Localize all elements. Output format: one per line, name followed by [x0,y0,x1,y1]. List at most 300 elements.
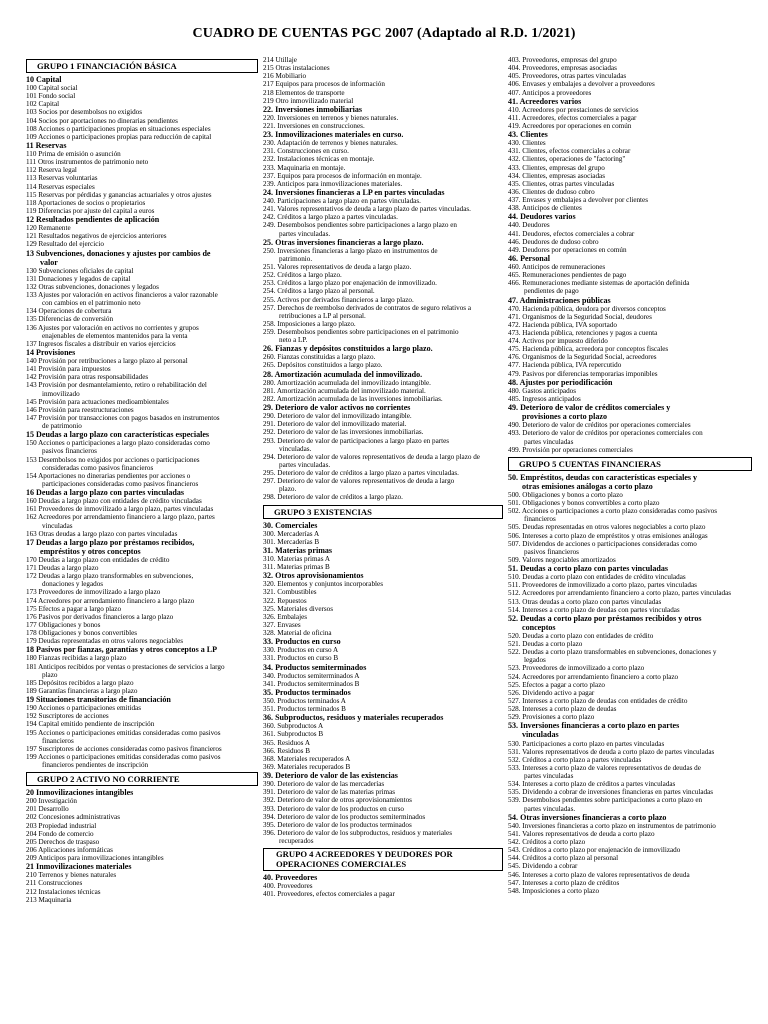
subgroup-heading: 15 Deudas a largo plazo con características especiales [26,430,210,440]
subgroup-heading: 21 Inmovilizaciones materiales [26,862,132,872]
subgroup-heading: provisiones a corto plazo [522,412,608,422]
account-line: 177 Obligaciones y bonos [26,620,101,629]
account-line: 405. Proveedores, otras partes vinculadas [508,72,627,81]
account-line: 143 Provisión por desmantelamiento, retiro o rehabilitación del [26,381,207,390]
account-line: 213 Maquinaria [26,895,72,904]
account-line: donaciones y legados [42,580,104,589]
account-line: 204 Fondo de comercio [26,829,94,838]
account-line: 219 Otro inmovilizado material [263,96,354,105]
subgroup-heading: 20 Inmovilizaciones intangibles [26,788,134,798]
subgroup-heading: 26. Fianzas y depósitos constituidos a largo plazo. [263,344,433,354]
group-header: GRUPO 4 ACREEDORES Y DEUDORES POR OPERACIONES COMERCIALES [263,848,503,871]
account-line: 510. Deudas a corto plazo con entidades de crédito vinculadas [508,573,686,582]
account-line: 171 Deudas a largo plazo [26,564,99,573]
subgroup-heading: 34. Productos semiterminados [263,662,367,672]
subgroup-heading: 16 Deudas a largo plazo con partes vinculadas [26,488,185,498]
subgroup-heading: 52. Deudas a corto plazo por préstamos recibidos y otros [508,613,702,623]
account-line: 446. Deudores de dudoso cobro [508,237,599,246]
subgroup-heading: 49. Deterioro de valor de créditos comerciales y [508,403,671,413]
account-line: 113 Reservas voluntarias [26,174,98,183]
account-line: 533. Intereses a corto plazo de valores representativos de deudas de [508,763,701,772]
account-line: 500. Obligaciones y bonos a corto plazo [508,490,623,499]
account-line: 543. Créditos a corto plazo por enajenación de inmovilizado [508,846,681,855]
account-line: 480. Gastos anticipados [508,386,577,395]
account-line: 203 Propiedad industrial [26,821,97,830]
group-header: GRUPO 1 FINANCIACIÓN BÁSICA [26,59,258,73]
account-line: 400. Proveedores [263,882,313,891]
account-line: 147 Provisión por transacciones con pagos basados en instrumentos [26,413,220,422]
account-line: 472. Hacienda pública, IVA soportado [508,320,617,329]
account-line: 205 Derechos de traspaso [26,837,100,846]
account-line: 474. Activos por impuesto diferido [508,337,608,346]
account-line: 241. Valores representativos de deuda a largo plazo de partes vinculadas. [263,205,471,214]
account-line: 548. Imposiciones a corto plazo [508,886,600,895]
account-line: 433. Clientes, empresas del grupo [508,163,605,172]
account-line: 199 Acciones o participaciones emitidas consideradas como pasivos [26,752,221,761]
subgroup-heading: 31. Materias primas [263,545,333,555]
account-line: 170 Deudas a largo plazo con entidades de crédito [26,555,170,564]
account-line: 520. Deudas a corto plazo con entidades de crédito [508,631,654,640]
account-line: legados [524,656,546,665]
subgroup-heading: 41. Acreedores varios [508,96,582,106]
account-line: 395. Deterioro de valor de los productos terminados [263,820,412,829]
account-line: 258. Imposiciones a largo plazo. [263,319,356,328]
column-middle [263,56,503,1020]
account-line: 119 Diferencias por ajuste del capital a euros [26,206,155,215]
account-line: 103 Socios por desembolsos no exigidos [26,108,143,117]
account-line: financieros pendientes de inscripción [42,761,149,769]
account-line: 361. Subproductos B [263,730,324,739]
subgroup-heading: 12 Resultados pendientes de aplicación [26,215,160,225]
account-line: 172 Deudas a largo plazo transformables en subvenciones, [26,572,194,581]
account-line: partes vinculadas [524,772,574,781]
account-line: 175 Efectos a pagar a largo plazo [26,604,122,613]
account-line: 242. Créditos a largo plazo a partes vinculadas. [263,213,398,222]
subgroup-heading: 29. Deterioro de valor activos no corrientes [263,403,411,413]
account-line: 440. Deudores [508,221,550,230]
account-line: 250. Inversiones financieras a largo plazo en instrumentos de [263,246,438,255]
subgroup-heading: 17 Deudas a largo plazo por préstamos recibidos, [26,537,195,547]
account-line: 393. Deterioro de valor de los productos en curso [263,804,404,813]
subgroup-heading: conceptos [522,622,556,632]
account-line: 477. Hacienda pública, IVA repercutido [508,361,622,370]
account-line: 237. Equipos para procesos de información en montaje. [263,171,422,180]
account-line: 185 Depósitos recibidos a largo plazo [26,678,134,687]
account-line: 341. Productos semiterminados B [263,679,360,688]
account-line: 142 Provisión para otras responsabilidades [26,373,149,382]
account-line: 513. Otras deudas a corto plazo con partes vinculadas [508,597,662,606]
subgroup-heading: 24. Inversiones financieras a LP en partes vinculadas [263,187,445,197]
subgroup-heading: 11 Reservas [26,140,67,150]
account-line: 133 Ajustes por valoración en activos financieros a valor razonable [26,291,218,300]
account-line: 230. Adaptación de terrenos y bienes naturales. [263,139,398,148]
account-line: 535. Dividendo a cobrar de inversiones financieras en partes vinculadas [508,788,714,797]
account-line: 214 Utillaje [263,56,297,64]
subgroup-heading: 43. Clientes [508,130,548,140]
account-line: 161 Proveedores de inmovilizado a largo plazo, partes vinculadas [26,505,214,514]
subgroup-heading: 33. Productos en curso [263,637,341,647]
subgroup-heading: 36. Subproductos, residuos y materiales recuperados [263,713,444,723]
account-line: 218 Elementos de transporte [263,88,345,97]
subgroup-heading: 48. Ajustes por periodificación [508,377,613,387]
account-line: 134 Operaciones de cobertura [26,307,112,316]
group-header: GRUPO 5 CUENTAS FINANCIERAS [508,457,752,471]
account-line: 178 Obligaciones y bonos convertibles [26,629,138,638]
subgroup-heading: 23. Inmovilizaciones materiales en curso. [263,130,404,140]
subgroup-heading: 25. Otras inversiones financieras a largo plazo. [263,237,424,247]
account-line: 310. Materias primas A [263,554,331,563]
account-line: 141 Provisión para impuestos [26,365,111,374]
account-line: 162 Acreedores por arrendamiento financiero a largo plazo, partes [26,513,215,522]
subgroup-heading: 13 Subvenciones, donaciones y ajustes por cambios de [26,248,211,258]
account-line: 104 Socios por aportaciones no dinerarias pendientes [26,116,178,125]
account-line: 114 Reservas especiales [26,182,95,191]
account-line: 434. Clientes, empresas asociadas [508,171,605,180]
account-line: 216 Mobiliario [263,72,307,81]
account-line: 257. Derechos de reembolso derivados de contratos de seguro relativos a [263,303,472,312]
account-line: 547. Intereses a corto plazo de créditos [508,878,620,887]
account-line: 449. Deudores por operaciones en común [508,245,627,254]
account-line: pasivos financieros [524,547,579,556]
account-line: 430. Clientes [508,139,546,148]
account-line: 118 Aportaciones de socios o propietarios [26,198,146,207]
subgroup-heading: 10 Capital [26,75,62,84]
account-line: 150 Acciones o participaciones a largo plazo consideradas como [26,439,210,448]
account-line: 540. Inversiones financieras a corto plazo en instrumentos de patrimonio [508,821,716,830]
account-line: 322. Repuestos [263,596,307,605]
account-line: 252. Créditos a largo plazo. [263,271,342,280]
account-line: enajenables de elementos mantenidos para la venta [42,331,188,340]
subgroup-heading: 53. Inversiones financieras a corto plazo en partes [508,721,680,731]
account-line: 112 Reserva legal [26,166,77,175]
account-line: 280. Amortización acumulada del inmovilizado intangible. [263,378,431,387]
account-line: 153 Desembolsos no exigidos por acciones o participaciones [26,455,200,464]
subgroup-heading: 19 Situaciones transitorias de financiación [26,695,171,705]
subgroup-heading: 54. Otras inversiones financieras a corto plazo [508,812,667,822]
account-line: 163 Otras deudas a largo plazo con partes vinculadas [26,529,178,538]
account-line: neto a LP. [279,336,308,345]
account-line: 233. Maquinaria en montaje. [263,163,346,172]
account-line: 135 Diferencias de conversión [26,315,114,324]
group-header: GRUPO 3 EXISTENCIAS [263,505,503,519]
account-line: 101 Fondo social [26,92,76,101]
account-line: 239. Anticipos para inmovilizaciones materiales. [263,179,403,188]
account-line: 145 Provisión para actuaciones medioambientales [26,397,169,406]
account-line: plazo [42,670,58,679]
account-line: 473. Hacienda pública, retenciones y pagos a cuenta [508,328,658,337]
account-line: 290. Deterioro de valor del inmovilizado intangible. [263,412,412,421]
account-line: 281. Amortización acumulada del inmovilizado material. [263,386,426,395]
account-line: 160 Deudas a largo plazo con entidades de crédito vinculadas [26,497,202,506]
account-line: 130 Subvenciones oficiales de capital [26,266,134,275]
account-line: 530. Participaciones a corto plazo en partes vinculadas [508,739,665,748]
account-line: 194 Capital emitido pendiente de inscripción [26,720,155,729]
account-line: 115 Reservas por pérdidas y ganancias actuariales y otros ajustes [26,190,212,199]
account-line: 202 Concesiones administrativas [26,813,121,822]
account-line: 109 Acciones o participaciones propias para reducción de capital [26,132,212,141]
account-line: 102 Capital [26,100,60,109]
account-line: 330. Productos en curso A [263,646,339,655]
account-line: 221. Inversiones en construcciones. [263,121,365,130]
account-line: 131 Donaciones y legados de capital [26,274,131,283]
account-line: con cambios en el patrimonio neto [42,299,141,308]
account-line: 466. Remuneraciones mediante sistemas de aportación definida [508,279,690,288]
account-line: 132 Otras subvenciones, donaciones y legados [26,282,159,291]
account-line: vinculadas [42,521,73,530]
account-line: partes vinculadas [524,437,574,446]
account-line: 240. Participaciones a largo plazo en partes vinculadas. [263,197,421,206]
column-left [26,56,258,1020]
account-line: 396. Deterioro de valor de los subproductos, residuos y materiales [263,828,452,837]
account-line: pasivos financieros [42,447,97,456]
account-line: 539. Desembolsos pendientes sobre participaciones a corto plazo en [508,796,703,805]
account-line: retribuciones a LP al personal. [279,311,366,320]
account-line: 255. Activos por derivados financieros a largo plazo. [263,295,414,304]
account-line: 505. Deudas representadas en otros valores negociables a corto plazo [508,523,706,532]
account-line: 404. Proveedores, empresas asociadas [508,64,617,73]
account-line: 470. Hacienda pública, deudora por diversos conceptos [508,304,666,313]
account-line: 476. Organismos de la Seguridad Social, acreedores [508,353,657,362]
account-line: 111 Otros instrumentos de patrimonio neto [26,158,149,167]
account-line: 200 Investigación [26,797,77,806]
account-line: 529. Provisiones a corto plazo [508,713,595,722]
account-line: 260. Fianzas constituidas a largo plazo. [263,353,376,362]
account-line: 432. Clientes, operaciones de "factoring" [508,155,626,164]
account-line: 321. Combustibles [263,588,317,597]
account-line: 499. Provisión por operaciones comerciales [508,445,633,454]
subgroup-heading: 51. Deudas a corto plazo con partes vinculadas [508,564,669,574]
account-line: 179 Deudas representadas en otros valores negociables [26,637,184,646]
account-line: 195 Acciones o participaciones emitidas consideradas como pasivos [26,728,221,737]
account-line: 201 Desarrollo [26,805,69,814]
account-line: 369. Materiales recuperados B [263,762,351,771]
account-line: 265. Depósitos constituidos a largo plazo. [263,361,383,370]
account-line: 360. Subproductos A [263,722,324,731]
account-line: 121 Resultados negativos de ejercicios anteriores [26,232,167,241]
subgroup-heading: 47. Administraciones públicas [508,295,611,305]
account-line: plazo. [279,485,297,494]
account-line: recuperados [279,837,314,846]
account-line: 146 Provisión para reestructuraciones [26,405,134,414]
account-line: 232. Instalaciones técnicas en montaje. [263,155,375,164]
account-line: 479. Pasivos por diferencias temporarias imponibles [508,369,658,378]
subgroup-heading: 30. Comerciales [263,520,318,530]
subgroup-heading: 44. Deudores varios [508,212,576,222]
account-line: 366. Residuos B [263,746,311,755]
account-line: 294. Deterioro de valor de valores representativos de deuda a largo plazo de [263,452,480,461]
account-line: 471. Organismos de la Seguridad Social, deudores [508,312,652,321]
account-line: 368. Materiales recuperados A [263,754,351,763]
subgroup-heading: 46. Personal [508,253,551,263]
account-line: 507. Dividendos de acciones o participaciones consideradas como [508,539,697,548]
account-line: 189 Garantías financieras a largo plazo [26,686,138,695]
account-line: pendientes de pago [524,287,579,296]
account-line: 350. Productos terminados A [263,696,346,705]
account-line: 522. Deudas a corto plazo transformables en subvenciones, donaciones y [508,648,717,657]
account-line: 136 Ajustes por valoración en activos no corrientes y grupos [26,323,199,332]
account-line: 506. Intereses a corto plazo de empréstitos y otras emisiones análogas [508,531,708,540]
account-line: 523. Proveedores de inmovilizado a corto plazo [508,664,645,673]
account-line: 532. Créditos a corto plazo a partes vinculadas [508,755,642,764]
account-line: 525. Efectos a pagar a corto plazo [508,680,605,689]
group-header: GRUPO 2 ACTIVO NO CORRIENTE [26,772,258,786]
account-line: 190 Acciones o participaciones emitidas [26,704,142,713]
account-line: financieros [42,736,74,745]
account-line: de patrimonio [42,422,82,431]
account-line: 512. Acreedores por arrendamiento financiero a corto plazo, partes vinculadas [508,589,732,598]
account-line: 502. Acciones o participaciones a corto plazo consideradas como pasivos [508,507,717,516]
account-line: 176 Pasivos por derivados financieros a largo plazo [26,612,174,621]
account-line: 100 Capital social [26,84,78,93]
account-line: 154 Aportaciones no dinerarias pendientes por acciones o [26,471,191,480]
account-line: 210 Terrenos y bienes naturales [26,871,117,880]
account-line: 220. Inversiones en terrenos y bienes naturales. [263,113,399,122]
account-line: partes vinculadas. [524,804,576,813]
account-line: 475. Hacienda pública, acreedora por conceptos fiscales [508,345,669,354]
account-line: 174 Acreedores por arrendamiento financiero a largo plazo [26,596,195,605]
account-line: 292. Deterioro de valor de las inversiones inmobiliarias. [263,428,424,437]
account-line: 485. Ingresos anticipados [508,394,581,403]
account-line: 326. Embalajes [263,612,308,621]
account-line: 173 Proveedores de inmovilizado a largo plazo [26,588,161,597]
account-line: 521. Deudas a corto plazo [508,640,583,649]
account-line: 331. Productos en curso B [263,654,339,663]
account-line: 325. Materiales diversos [263,604,334,613]
account-line: 300. Mercaderías A [263,529,320,538]
account-line: 391. Deterioro de valor de las materias primas [263,788,396,797]
account-line: 531. Valores representativos de deuda a corto plazo de partes vinculadas [508,747,715,756]
account-line: 192 Suscriptores de acciones [26,712,109,721]
account-line: 419. Acreedores por operaciones en común [508,121,632,130]
account-line: 295. Deterioro de valor de créditos a largo plazo a partes vinculadas. [263,469,459,478]
account-line: 249. Desembolsos pendientes sobre participaciones a largo plazo en [263,221,457,230]
account-line: 320. Elementos y conjuntos incorporables [263,580,383,589]
account-line: 493. Deterioro de valor de créditos por operaciones comerciales con [508,429,703,438]
account-line: patrimonio. [279,254,313,263]
account-line: 180 Fianzas recibidas a largo plazo [26,654,127,663]
account-line: 437. Envases y embalajes a devolver por clientes [508,196,648,205]
account-line: 254. Créditos a largo plazo al personal. [263,287,375,296]
account-line: 403. Proveedores, empresas del grupo [508,56,617,64]
subgroup-heading: empréstitos y otros conceptos [40,546,141,556]
account-line: 392. Deterioro de valor de otros aprovisionamientos [263,796,412,805]
account-line: 410. Acreedores por prestaciones de servicios [508,105,639,114]
account-line: vinculadas. [279,444,312,453]
subgroup-heading: 28. Amortización acumulada del inmovilizado. [263,369,423,379]
account-line: 526. Dividendo activo a pagar [508,688,595,697]
account-line: 215 Otras instalaciones [263,64,330,73]
account-line: 534. Intereses a corto plazo de créditos a partes vinculadas [508,780,676,789]
account-line: 438. Anticipos de clientes [508,204,582,213]
subgroup-heading: 35. Productos terminados [263,687,351,697]
account-line: 217 Equipos para procesos de información [263,80,385,89]
account-line: 441. Deudores, efectos comerciales a cobrar [508,229,635,238]
account-line: 390. Deterioro de valor de las mercaderías [263,780,385,789]
column-right [508,56,752,1020]
subgroup-heading: 18 Pasivos por fianzas, garantías y otros conceptos a LP [26,645,218,655]
account-line: 253. Créditos a largo plazo por enajenación de inmovilizado. [263,279,437,288]
account-line: 212 Instalaciones técnicas [26,887,101,896]
account-line: 259. Desembolsos pendientes sobre participaciones en el patrimonio [263,328,459,336]
account-line: 197 Suscriptores de acciones consideradas como pasivos financieros [26,744,222,753]
account-line: inmovilizado [42,389,80,398]
account-line: 298. Deterioro de valor de créditos a largo plazo. [263,493,403,502]
account-line: 546. Intereses a corto plazo de valores representativos de deuda [508,870,690,879]
account-line: 282. Amortización acumulada de las inversiones inmobiliarias. [263,394,443,403]
account-line: 108 Acciones o participaciones propias en situaciones especiales [26,124,211,133]
subgroup-heading: 32. Otros aprovisionamientos [263,571,364,581]
account-line: 542. Créditos a corto plazo [508,838,586,846]
account-line: 411. Acreedores, efectos comerciales a pagar [508,113,637,122]
account-line: 511. Proveedores de inmovilizado a corto plazo, partes vinculadas [508,581,697,590]
account-line: 181 Anticipos recibidos por ventas o prestaciones de servicios a largo [26,662,225,671]
account-line: 251. Valores representativos de deuda a largo plazo. [263,263,412,271]
account-line: 431. Clientes, efectos comerciales a cobrar [508,147,631,156]
account-line: 394. Deterioro de valor de los productos semiterminados [263,812,426,821]
account-line: 206 Aplicaciones informáticas [26,845,113,854]
account-line: consideradas como pasivos financieros [42,463,154,472]
account-line: 436. Clientes de dudoso cobro [508,187,595,196]
account-line: 460. Anticipos de remuneraciones [508,263,606,271]
account-line: 137 Ingresos fiscales a distribuir en varios ejercicios [26,339,176,348]
account-line: 110 Prima de emisión o asunción [26,150,121,159]
account-line: 301. Mercaderías B [263,537,320,546]
subgroup-heading: 14 Provisiones [26,347,76,357]
account-line: 406. Envases y embalajes a devolver a proveedores [508,80,655,89]
account-line: 435. Clientes, otras partes vinculadas [508,179,615,188]
account-line: 528. Intereses a corto plazo de deudas [508,705,617,714]
account-line: 297. Deterioro de valor de valores representativos de deuda a largo [263,477,455,486]
account-line: 544. Créditos a corto plazo al personal [508,854,619,863]
account-line: 291. Deterioro de valor del inmovilizado material. [263,420,407,429]
account-line: 545. Dividendo a cobrar [508,862,578,871]
account-line: financieros [524,515,556,524]
account-line: 211 Construcciones [26,879,83,888]
account-line: partes vinculadas. [279,229,331,238]
account-line: 501. Obligaciones y bonos convertibles a corto plazo [508,499,660,508]
subgroup-heading: 22. Inversiones inmobiliarias [263,104,363,114]
subgroup-heading: vinculadas [522,730,559,740]
account-line: 465. Remuneraciones pendientes de pago [508,271,627,280]
account-line: 129 Resultado del ejercicio [26,240,104,249]
account-line: 293. Deterioro de valor de participaciones a largo plazo en partes [263,436,450,445]
subgroup-heading: 39. Deterioro de valor de las existencias [263,771,398,781]
subgroup-heading: 40. Proveedores [263,873,318,883]
account-line: 351. Productos terminados B [263,705,346,714]
subgroup-heading: valor [40,257,58,267]
subgroup-heading: otras emisiones análogas a corto plazo [522,481,653,491]
page-title: CUADRO DE CUENTAS PGC 2007 (Adaptado al R.D. 1/2021) [192,26,576,41]
account-line: 407. Anticipos a proveedores [508,88,592,97]
account-line: 527. Intereses a corto plazo de deudas con entidades de crédito [508,696,688,705]
account-line: 231. Construcciones en curso. [263,147,349,156]
account-line: partes vinculadas. [279,460,331,469]
account-line: 328. Material de oficina [263,629,332,638]
subgroup-heading: 50. Empréstitos, deudas con características especiales y [508,472,698,482]
account-line: 340. Productos semiterminados A [263,671,360,680]
account-line: participaciones consideradas como pasivos financieros [42,479,199,488]
account-line: 327. Envases [263,620,301,629]
account-line: 541. Valores representativos de deuda a corto plazo [508,829,655,838]
account-line: 524. Acreedores por arrendamiento financiero a corto plazo [508,672,679,681]
account-line: 514. Intereses a corto plazo de deudas con partes vinculadas [508,605,680,614]
account-line: 401. Proveedores, efectos comerciales a pagar [263,890,395,899]
account-line: 209 Anticipos para inmovilizaciones intangibles [26,854,164,863]
account-line: 140 Provisión por retribuciones a largo plazo al personal [26,357,188,366]
account-line: 490. Deterioro de valor de créditos por operaciones comerciales [508,421,691,430]
account-line: 509. Valores negociables amortizados [508,555,616,564]
account-line: 365. Residuos A [263,738,311,747]
